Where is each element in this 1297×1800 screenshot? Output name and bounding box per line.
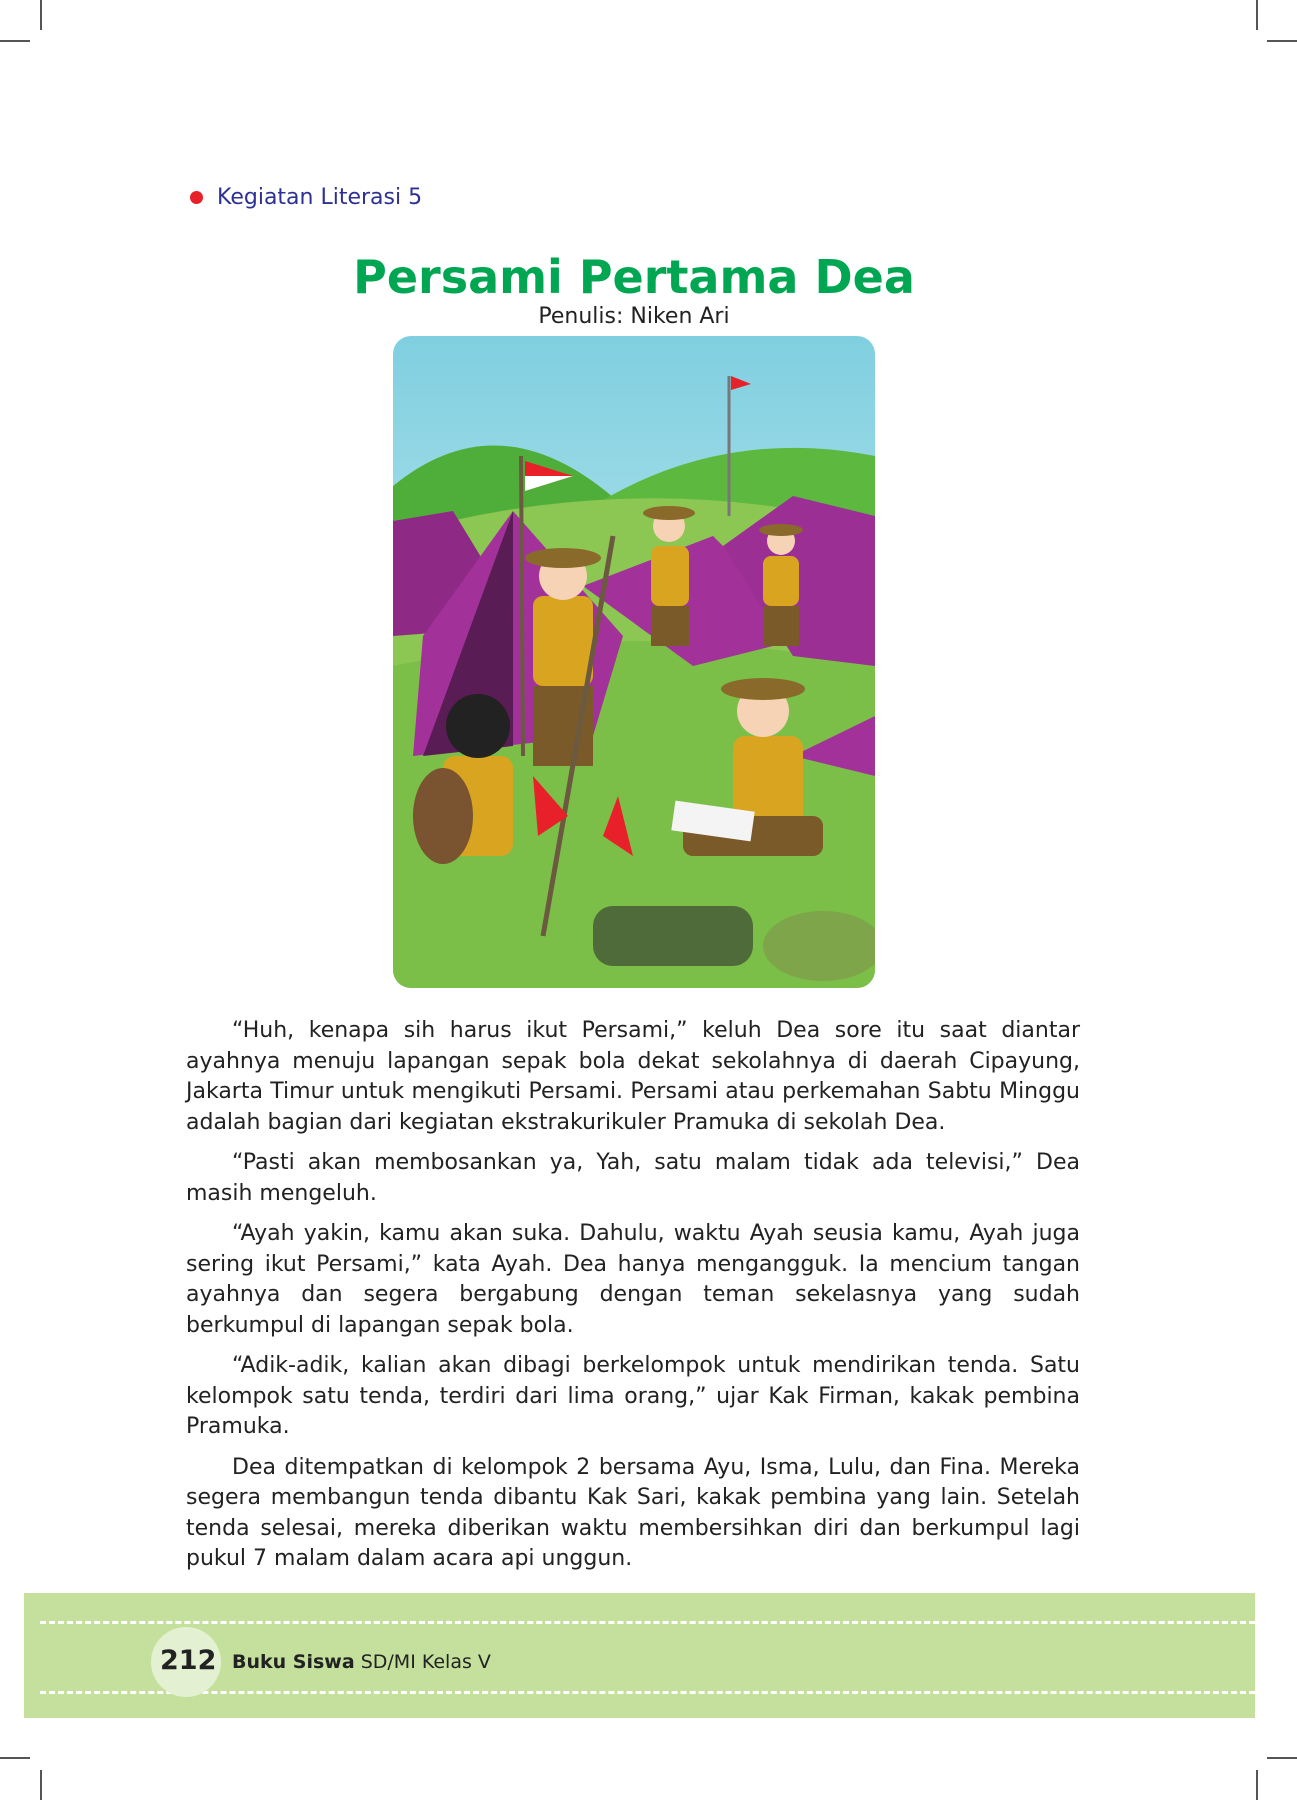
crop-mark [1267,40,1297,42]
page-footer [24,1593,1255,1718]
crop-mark [1256,0,1258,30]
book-title-rest: SD/MI Kelas V [354,1651,491,1673]
story-author: Penulis: Niken Ari [538,304,730,329]
crop-mark [1256,1770,1258,1800]
paragraph: “Pasti akan membosankan ya, Yah, satu malam tidak ada televisi,” Dea masih mengeluh. [186,1150,1080,1206]
crop-mark [1267,1757,1297,1759]
paragraph: “Adik-adik, kalian akan dibagi berkelompok untuk mendirikan tenda. Satu kelompok satu tenda, terdiri dari lima orang,” ujar Kak Firman, kakak pembina Pramuka. [186,1353,1080,1439]
paragraph: “Ayah yakin, kamu akan suka. Dahulu, waktu Ayah seusia kamu, Ayah juga sering ikut Persami,” kata Ayah. Dea hanya mengangguk. Ia mencium tangan ayahnya dan segera bergabung dengan teman sekelasnya yang sudah berkumpul di lapangan sepak bola. [186,1221,1080,1338]
page-number: 212 [160,1645,217,1676]
book-title [232,1651,491,1673]
paragraph: Dea ditempatkan di kelompok 2 bersama Ayu, Isma, Lulu, dan Fina. Mereka segera membangun tenda dibantu Kak Sari, kakak pembina yang lain. Setelah tenda selesai, mereka diberikan waktu membersihkan diri dan berkumpul lagi pukul 7 malam dalam acara api unggun. [186,1454,1080,1571]
crop-mark [0,40,30,42]
story-title: Persami Pertama Dea [353,250,915,304]
section-heading [190,185,422,210]
bullet-icon [190,191,203,204]
divider [40,1621,1255,1624]
story-body [186,1016,1080,1585]
divider [40,1691,1255,1694]
paragraph: “Huh, kenapa sih harus ikut Persami,” keluh Dea sore itu saat diantar ayahnya menuju lapangan sepak bola dekat sekolahnya di daerah Cipayung, Jakarta Timur untuk mengikuti Persami. Persami atau perkemahan Sabtu Minggu adalah bagian dari kegiatan ekstrakurikuler Pramuka di sekolah Dea. [186,1018,1080,1135]
crop-mark [40,0,42,30]
crop-mark [0,1757,30,1759]
crop-mark [40,1770,42,1800]
book-title-bold: Buku Siswa [232,1651,355,1673]
scout-camp-illustration [393,336,875,988]
section-label: Kegiatan Literasi 5 [217,185,423,210]
